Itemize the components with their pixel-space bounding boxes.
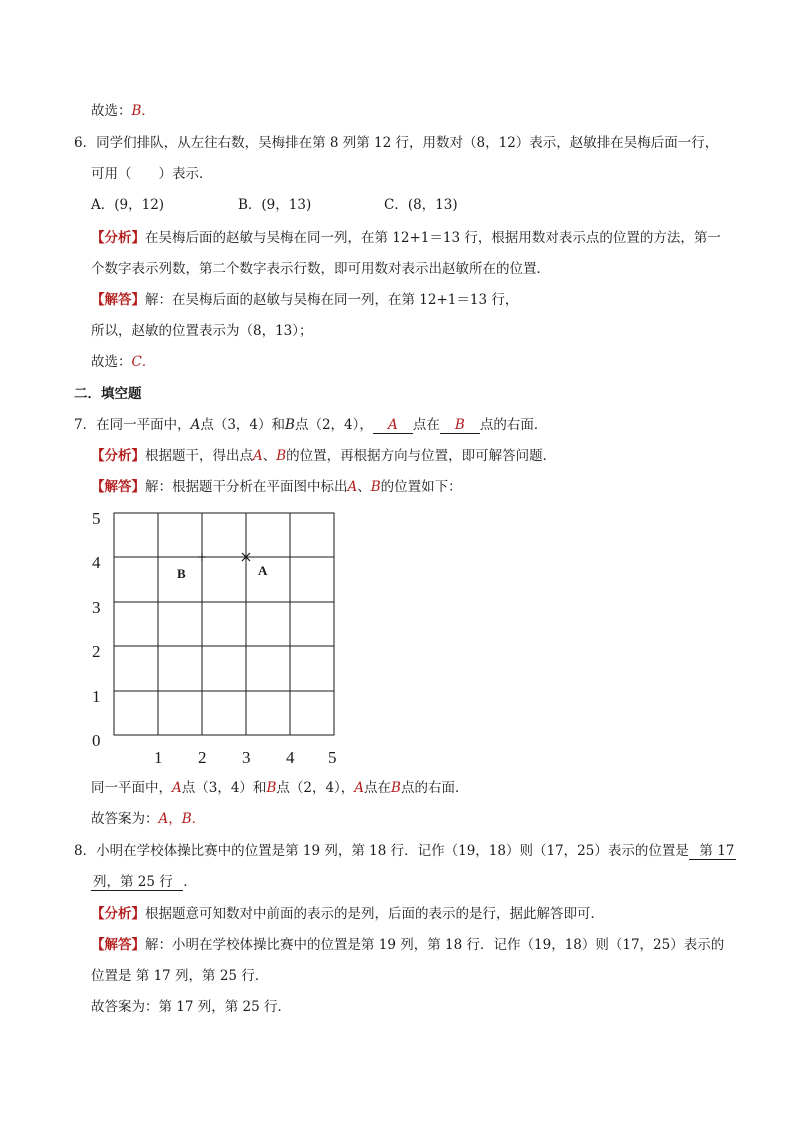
q7-analysis-sep: 、 (262, 448, 277, 464)
x-label-3: 3 (242, 748, 251, 767)
q7-final-suffix: ． (191, 811, 206, 827)
q6-answer-line2: 所以，赵敏的位置表示为（8，13）； (91, 323, 313, 339)
q8-stem-line1 (74, 845, 736, 860)
q7-stem-part: 点（2，4）， (294, 417, 373, 433)
q7-answer-part: 的位置如下： (380, 479, 462, 495)
q7-blank-1: A (373, 419, 413, 434)
grid-border (114, 513, 334, 735)
q7-answer-var-a: A (347, 479, 358, 495)
q7-concl-var: A (354, 780, 365, 796)
q7-final-sep: ， (168, 811, 182, 827)
q7-answer-sep: 、 (357, 479, 371, 495)
q7-final-answer-line (91, 813, 205, 827)
q7-concl-part: 点（3，4）和 (181, 780, 267, 796)
q7-concl-part: 同一平面中， (91, 780, 172, 796)
q7-concl-var: A (172, 780, 182, 796)
q5-final-answer-line (91, 105, 155, 119)
analysis-tag: 【分析】 (91, 230, 145, 246)
y-label-5: 5 (92, 509, 101, 528)
q6-analysis-line1 (91, 232, 721, 246)
q6-stem-line1: 6．同学们排队，从左往右数，吴梅排在第 8 列第 12 行，用数对（8，12）表示，赵敏排在吴梅后面一行， (74, 135, 719, 151)
q6-final-answer-line (91, 356, 155, 370)
y-label-4: 4 (92, 553, 101, 572)
q5-final-answer: B (131, 103, 142, 119)
q7-final-var-a: A (158, 811, 169, 827)
q6-option-c: C．(8，13) (384, 197, 458, 213)
x-label-2: 2 (198, 748, 207, 767)
q6-option-b: B．(9，13) (238, 197, 312, 213)
q7-concl-var: B (266, 780, 277, 796)
q6-final-answer: C (131, 354, 142, 370)
q7-analysis-part: 的位置，再根据方向与位置，即可解答问题． (286, 448, 557, 464)
q8-answer-line1 (91, 939, 724, 953)
answer-tag: 【解答】 (91, 479, 145, 495)
q7-stem (74, 419, 547, 434)
x-label-5: 5 (328, 748, 337, 767)
x-label-1: 1 (154, 748, 163, 767)
analysis-tag: 【分析】 (91, 448, 145, 464)
analysis-tag: 【分析】 (91, 906, 145, 922)
q7-analysis-part: 根据题干，得出点 (145, 448, 253, 464)
q5-final-suffix: ． (141, 103, 155, 119)
q8-answer-line2: 位置是 第 17 列，第 25 行． (91, 968, 269, 984)
q6-stem-line2: 可用（ ）表示． (91, 166, 213, 182)
q7-stem-part: 点（3，4）和 (200, 417, 286, 433)
q7-answer-part: 解：根据题干分析在平面图中标出 (145, 479, 348, 495)
q6-answer-text1: 解：在吴梅后面的赵敏与吴梅在同一列，在第 12+1＝13 行， (145, 292, 519, 308)
q7-analysis (91, 450, 556, 464)
q6-final-suffix: ． (141, 354, 156, 370)
q8-stem-line2 (91, 876, 197, 891)
y-label-0: 0 (92, 731, 101, 750)
q8-analysis (91, 908, 604, 922)
q8-blank-part2: 列，第 25 行 (93, 874, 182, 890)
q6-analysis-text1: 在吴梅后面的赵敏与吴梅在同一列，在第 12+1＝13 行，根据用数对表示点的位置的方法，第一 (145, 230, 721, 246)
y-label-3: 3 (92, 598, 101, 617)
point-a-label: A (258, 563, 268, 578)
q6-option-a: A．(9，12) (91, 197, 165, 213)
q6-final-prefix: 故选： (91, 354, 132, 370)
q7-concl-part: 点的右面． (400, 780, 469, 796)
y-label-2: 2 (92, 642, 101, 661)
y-label-1: 1 (92, 687, 101, 706)
answer-tag: 【解答】 (91, 292, 145, 308)
q7-stem-part: 点的右面． (479, 417, 548, 433)
q8-analysis-text: 根据题意可知数对中前面的表示的是列，后面的表示的是行，据此解答即可． (145, 906, 604, 922)
q7-concl-part: 点（2，4）， (276, 780, 355, 796)
q7-final-var-b: B (181, 811, 192, 827)
q7-stem-part: 点在 (412, 417, 440, 433)
q7-analysis-var-a: A (253, 448, 263, 464)
q7-analysis-var-b: B (276, 448, 287, 464)
q7-blank-2: B (440, 419, 480, 434)
q7-final-prefix: 故答案为： (91, 811, 159, 827)
point-b-label: B (177, 566, 186, 581)
q7-answer-var-b: B (370, 479, 381, 495)
q8-stem-tail: ． (183, 874, 197, 890)
q8-stem-text: 8．小明在学校体操比赛中的位置是第 19 列，第 18 行．记作（19，18）则（17，25）表示的位置是 (74, 843, 689, 859)
q8-blank-part1: 第 17 (690, 843, 735, 859)
q7-var-b: B (285, 417, 295, 433)
q7-concl-var: B (391, 780, 401, 796)
q8-final-answer-line: 故答案为：第 17 列，第 25 行． (91, 999, 292, 1015)
q6-analysis-line2: 个数字表示列数，第二个数字表示行数，即可用数对表示出赵敏所在的位置． (91, 261, 550, 277)
q7-stem-part: 7．在同一平面中， (74, 417, 191, 433)
q7-concl-part: 点在 (364, 780, 392, 796)
q7-coordinate-grid (0, 500, 794, 800)
q7-answer (91, 481, 462, 495)
answer-tag: 【解答】 (91, 937, 145, 953)
q7-conclusion (91, 782, 468, 796)
q8-answer-text1: 解：小明在学校体操比赛中的位置是第 19 列，第 18 行．记作（19，18）则（17，25）表示的 (145, 937, 725, 953)
grid-lines (114, 513, 334, 735)
x-label-4: 4 (286, 748, 295, 767)
q5-final-prefix: 故选： (91, 103, 132, 119)
q6-answer-line1 (91, 294, 518, 308)
q7-var-a: A (190, 417, 201, 433)
section-title-fill-in: 二．填空题 (74, 386, 142, 402)
